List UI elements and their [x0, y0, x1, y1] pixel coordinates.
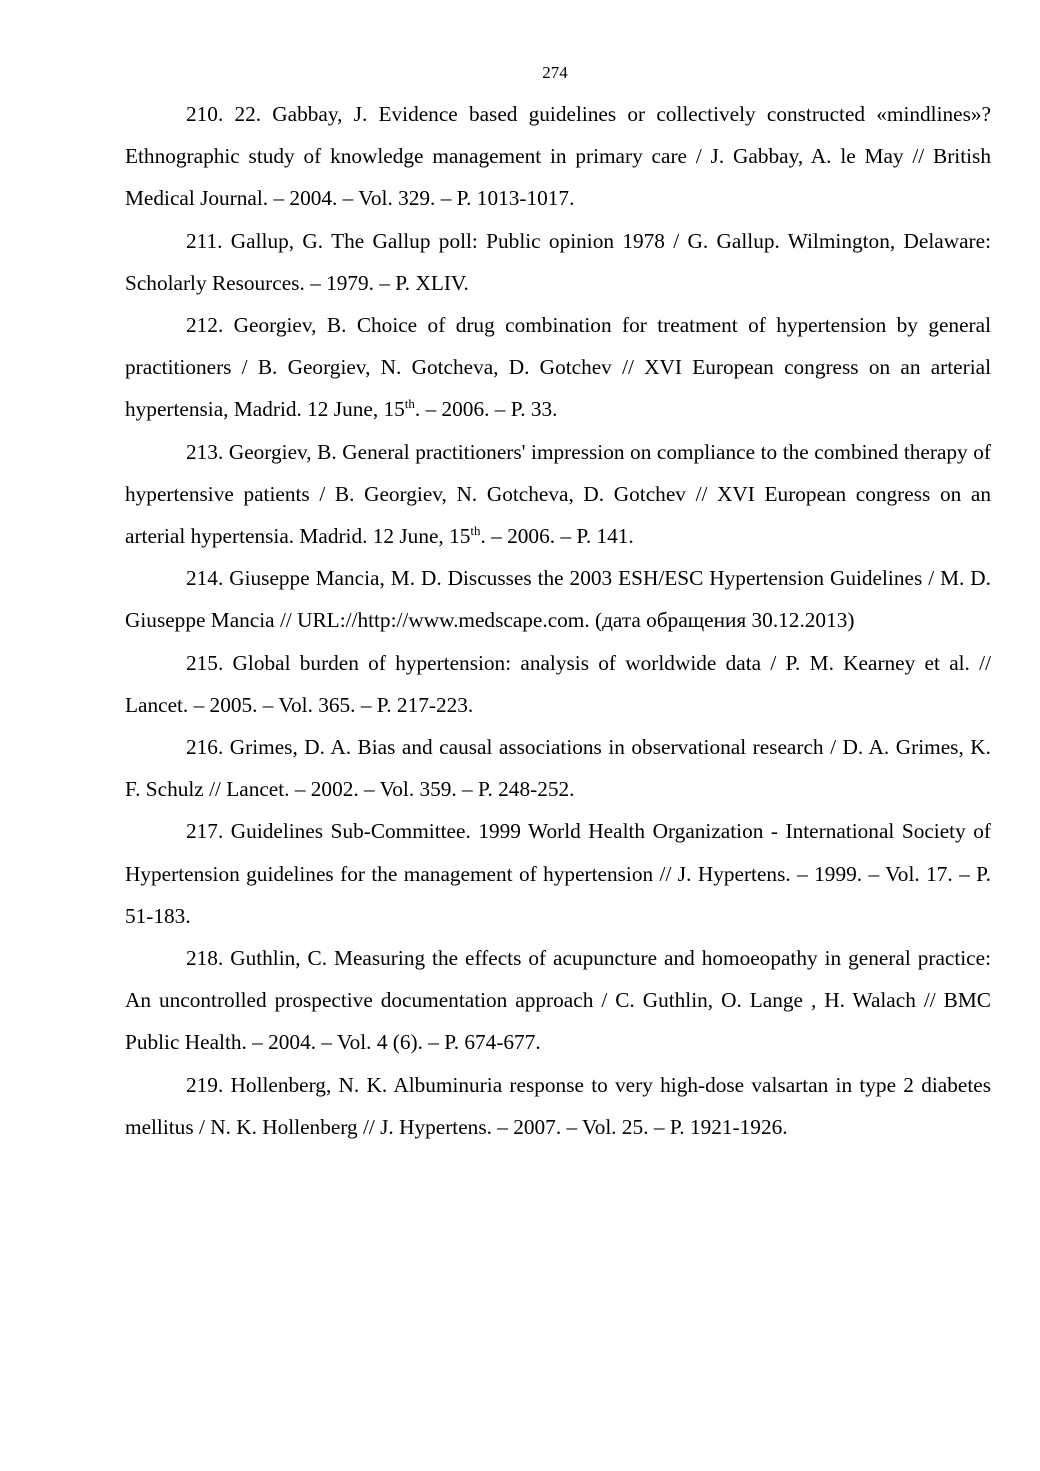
reference-213-text: 213. Georgiev, B. General practitioners' impression on compliance to the combined therapy of hypertensive patients / B. Georgiev, N. Gotcheva, D. Gotchev // XVI European congress on an arterial hypertensia. Madrid. 12 June, 15 — [125, 439, 991, 549]
reference-215: 215. Global burden of hypertension: analysis of worldwide data / P. M. Kearney et al. // Lancet. – 2005. – Vol. 365. – P. 217-223. — [125, 650, 991, 717]
reference-214: 214. Giuseppe Mancia, M. D. Discusses the 2003 ESH/ESC Hypertension Guidelines / M. D. Giuseppe Mancia // URL://http://www.medscape.com. (дата обращения 30.12.2013) — [125, 566, 991, 633]
reference-212-text: 212. Georgiev, B. Choice of drug combination for treatment of hypertension by general practitioners / B. Georgiev, N. Gotcheva, D. Gotchev // XVI European congress on an arterial hypertensia, Madrid. 12 June, 15 — [125, 313, 991, 422]
ordinal-suffix: th — [470, 522, 481, 538]
reference-217: 217. Guidelines Sub-Committee. 1999 World Health Organization - International Society of Hypertension guidelines for the management of hypertension // J. Hypertens. – 1999. – Vol. 17. – P. 51-183. — [125, 819, 991, 928]
reference-211: 211. Gallup, G. The Gallup poll: Public opinion 1978 / G. Gallup. Wilmington, Delaware: Scholarly Resources. – 1979. – P. XLIV. — [125, 228, 991, 295]
reference-212 — [125, 304, 991, 431]
reference-218: 218. Guthlin, C. Measuring the effects of acupuncture and homoeopathy in general practice: An uncontrolled prospective documentation approach / C. Guthlin, O. Lange , H. Walach // BMC Public Health. – 2004. – Vol. 4 (6). – P. 674-677. — [125, 946, 991, 1055]
reference-213-text-end: . – 2006. – P. 141. — [480, 524, 634, 549]
reference-list — [125, 93, 991, 1148]
page-number: 274 — [542, 63, 568, 82]
reference-219: 219. Hollenberg, N. K. Albuminuria response to very high-dose valsartan in type 2 diabetes mellitus / N. K. Hollenberg // J. Hypertens. – 2007. – Vol. 25. – P. 1921-1926. — [125, 1072, 991, 1139]
reference-213 — [125, 431, 991, 558]
ordinal-suffix: th — [404, 396, 415, 412]
reference-210: 210. 22. Gabbay, J. Evidence based guidelines or collectively constructed «mindlines»? Ethnographic study of knowledge management in primary care / J. Gabbay, A. le May // British Medical Journal. – 2004. – Vol. 329. – P. 1013-1017. — [125, 102, 991, 211]
reference-212-text-end: . – 2006. – P. 33. — [414, 397, 558, 422]
reference-216: 216. Grimes, D. A. Bias and causal associations in observational research / D. A. Grimes, K. F. Schulz // Lancet. – 2002. – Vol. 359. – P. 248-252. — [125, 735, 991, 802]
